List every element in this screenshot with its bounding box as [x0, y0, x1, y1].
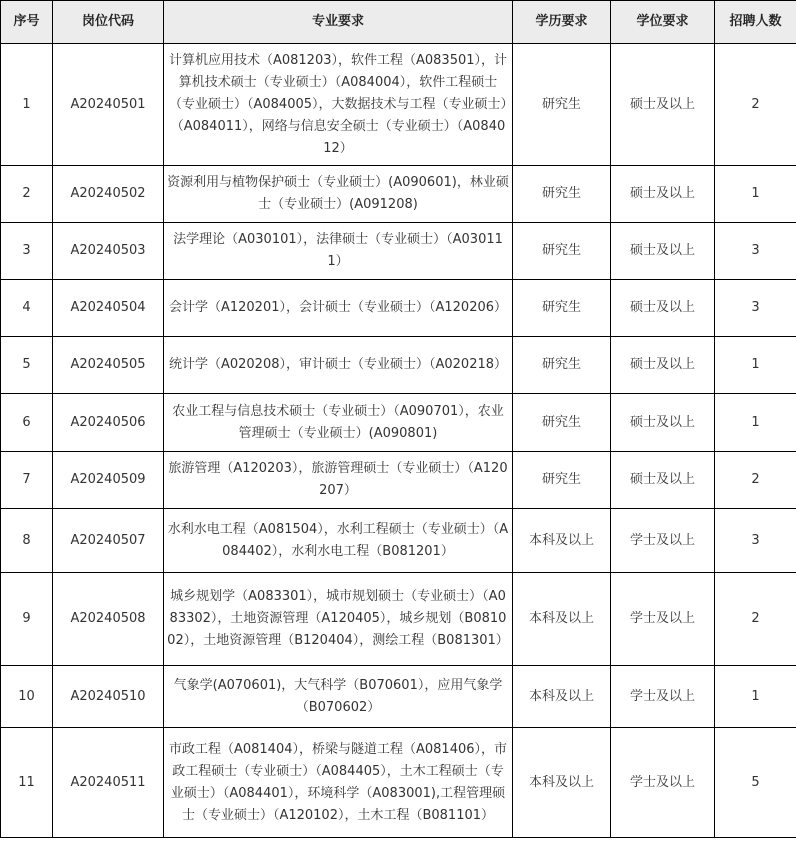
cell-major: 法学理论（A030101），法律硕士（专业硕士）（A030111）	[164, 223, 513, 280]
header-count: 招聘人数	[715, 1, 796, 44]
cell-degree: 学士及以上	[611, 509, 715, 573]
cell-education: 研究生	[513, 394, 611, 452]
cell-education: 本科及以上	[513, 573, 611, 666]
table-row	[1, 280, 796, 337]
cell-degree: 硕士及以上	[611, 337, 715, 394]
header-no: 序号	[1, 1, 53, 44]
table-row	[1, 394, 796, 452]
cell-count: 1	[715, 394, 796, 452]
cell-education: 本科及以上	[513, 728, 611, 838]
cell-degree: 学士及以上	[611, 573, 715, 666]
cell-degree: 硕士及以上	[611, 223, 715, 280]
cell-degree: 硕士及以上	[611, 166, 715, 223]
cell-count: 1	[715, 166, 796, 223]
cell-no: 8	[1, 509, 53, 573]
cell-no: 10	[1, 666, 53, 728]
cell-major: 气象学(A070601)，大气科学（B070601），应用气象学（B070602）	[164, 666, 513, 728]
cell-code: A20240504	[53, 280, 164, 337]
cell-code: A20240509	[53, 452, 164, 509]
cell-education: 研究生	[513, 44, 611, 166]
cell-degree: 硕士及以上	[611, 452, 715, 509]
cell-code: A20240502	[53, 166, 164, 223]
table-header-row	[1, 1, 796, 44]
cell-education: 研究生	[513, 280, 611, 337]
cell-code: A20240508	[53, 573, 164, 666]
cell-education: 研究生	[513, 452, 611, 509]
cell-major: 统计学（A020208），审计硕士（专业硕士）（A020218）	[164, 337, 513, 394]
table-row	[1, 452, 796, 509]
cell-code: A20240503	[53, 223, 164, 280]
cell-degree: 硕士及以上	[611, 44, 715, 166]
table-row	[1, 44, 796, 166]
cell-education: 研究生	[513, 166, 611, 223]
cell-major: 水利水电工程（A081504），水利工程硕士（专业硕士）（A084402），水利水电工程（B081201）	[164, 509, 513, 573]
table-row	[1, 666, 796, 728]
cell-no: 7	[1, 452, 53, 509]
cell-education: 研究生	[513, 223, 611, 280]
cell-no: 1	[1, 44, 53, 166]
cell-count: 2	[715, 44, 796, 166]
cell-count: 2	[715, 452, 796, 509]
cell-major: 城乡规划学（A083301），城市规划硕士（专业硕士）（A083302），土地资源管理（A120405），城乡规划（B081002），土地资源管理（B120404），测绘工程（B081301）	[164, 573, 513, 666]
table-row	[1, 166, 796, 223]
cell-education: 本科及以上	[513, 509, 611, 573]
cell-count: 1	[715, 337, 796, 394]
cell-no: 6	[1, 394, 53, 452]
header-major: 专业要求	[164, 1, 513, 44]
cell-education: 研究生	[513, 337, 611, 394]
cell-no: 9	[1, 573, 53, 666]
cell-education: 本科及以上	[513, 666, 611, 728]
cell-major: 市政工程（A081404），桥梁与隧道工程（A081406），市政工程硕士（专业硕士）（A084405），土木工程硕士（专业硕士）（A084401），环境科学（A083001),工程管理硕士（专业硕士）（A120102），土木工程（B081101）	[164, 728, 513, 838]
cell-major: 农业工程与信息技术硕士（专业硕士）（A090701），农业管理硕士（专业硕士）(A090801)	[164, 394, 513, 452]
cell-major: 计算机应用技术（A081203），软件工程（A083501），计算机技术硕士（专业硕士）（A084004），软件工程硕士（专业硕士）（A084005），大数据技术与工程（专业硕士）（A084011），网络与信息安全硕士（专业硕士）（A084012）	[164, 44, 513, 166]
header-education: 学历要求	[513, 1, 611, 44]
table-row	[1, 728, 796, 838]
cell-code: A20240510	[53, 666, 164, 728]
cell-degree: 硕士及以上	[611, 394, 715, 452]
cell-degree: 学士及以上	[611, 666, 715, 728]
cell-no: 4	[1, 280, 53, 337]
cell-major: 会计学（A120201），会计硕士（专业硕士）（A120206）	[164, 280, 513, 337]
cell-code: A20240505	[53, 337, 164, 394]
cell-count: 3	[715, 509, 796, 573]
cell-count: 2	[715, 573, 796, 666]
cell-no: 11	[1, 728, 53, 838]
cell-code: A20240507	[53, 509, 164, 573]
cell-count: 1	[715, 666, 796, 728]
cell-degree: 学士及以上	[611, 728, 715, 838]
cell-code: A20240511	[53, 728, 164, 838]
header-degree: 学位要求	[611, 1, 715, 44]
table-row	[1, 509, 796, 573]
header-code: 岗位代码	[53, 1, 164, 44]
cell-major: 旅游管理（A120203），旅游管理硕士（专业硕士）（A120207）	[164, 452, 513, 509]
cell-no: 3	[1, 223, 53, 280]
cell-major: 资源利用与植物保护硕士（专业硕士）(A090601)，林业硕士（专业硕士）(A091208)	[164, 166, 513, 223]
cell-no: 2	[1, 166, 53, 223]
cell-code: A20240501	[53, 44, 164, 166]
cell-count: 5	[715, 728, 796, 838]
table-row	[1, 223, 796, 280]
cell-degree: 硕士及以上	[611, 280, 715, 337]
cell-count: 3	[715, 223, 796, 280]
cell-count: 3	[715, 280, 796, 337]
table-row	[1, 573, 796, 666]
cell-no: 5	[1, 337, 53, 394]
cell-code: A20240506	[53, 394, 164, 452]
table-row	[1, 337, 796, 394]
